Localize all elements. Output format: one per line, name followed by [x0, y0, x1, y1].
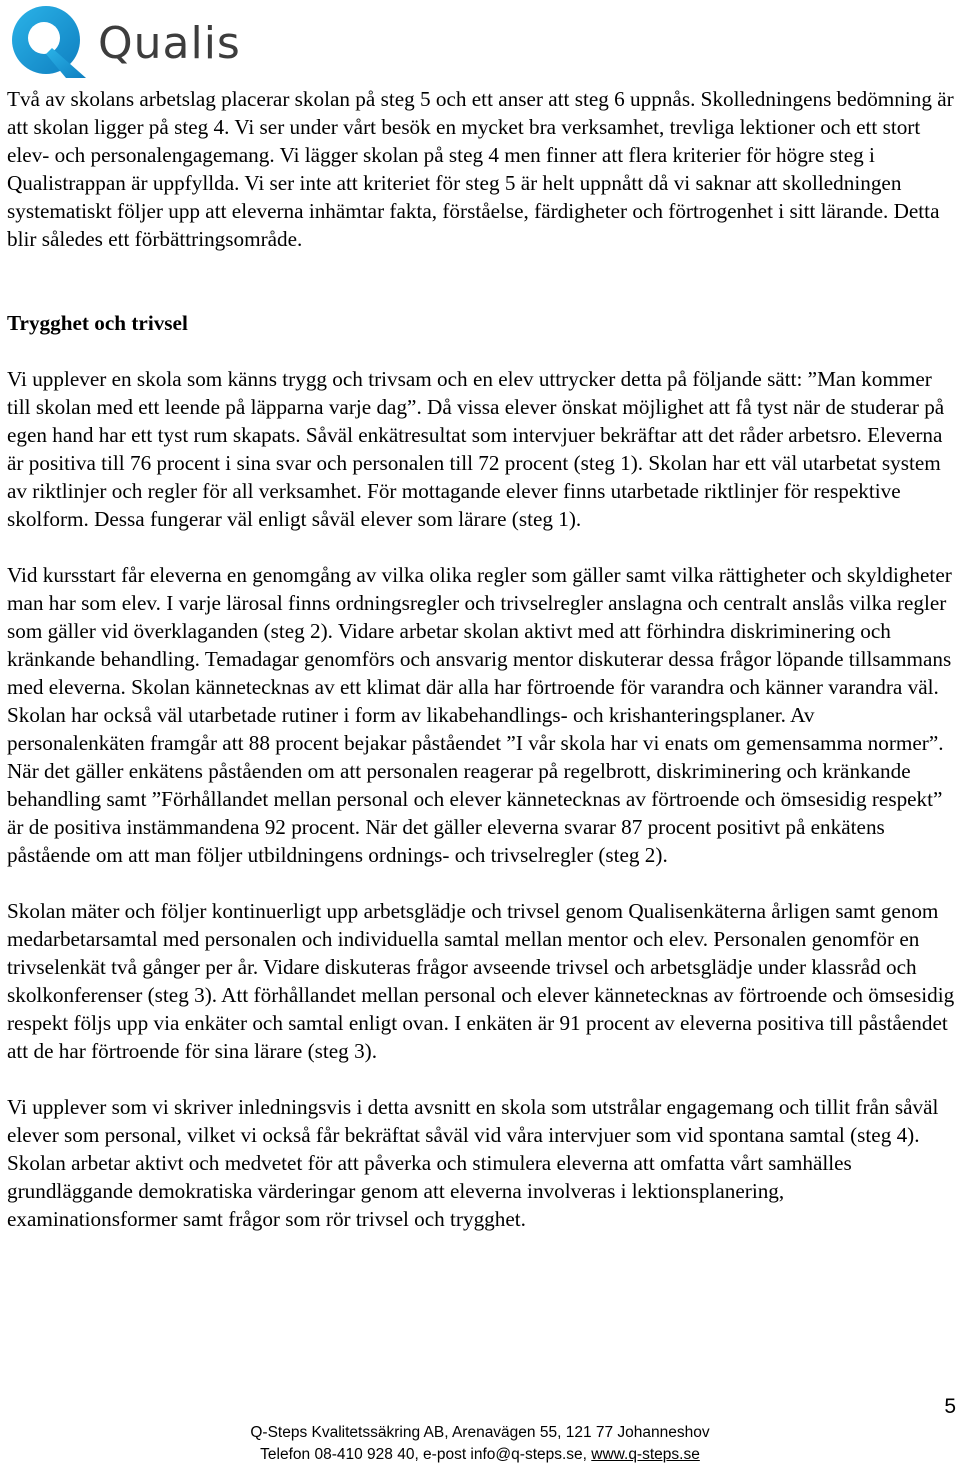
qualis-wordmark: Qualis	[98, 18, 241, 69]
footer-contact-text: Telefon 08-410 928 40, e-post info@q-steps.se,	[260, 1446, 592, 1463]
document-body	[7, 85, 957, 1233]
qualis-logo	[6, 4, 241, 80]
footer-contact	[0, 1444, 960, 1466]
footer-address: Q-Steps Kvalitetssäkring AB, Arenavägen 55, 121 77 Johanneshov	[250, 1424, 710, 1441]
section-heading: Trygghet och trivsel	[7, 311, 188, 335]
paragraph-engagement: Vi upplever som vi skriver inledningsvis i detta avsnitt en skola som utstrålar engagemang och tillit från såväl elever som personal, vilket vi också får bekräftat såväl vid våra intervjuer som vid spontana samtal (steg 4). Skolan arbetar aktivt och medvetet för att påverka och stimulera eleverna att omfatta vårt samhälles grundläggande demokratiska värderingar genom att eleverna involveras i lektionsplanering, examinationsformer samt frågor som rör trivsel och trygghet.	[7, 1095, 939, 1231]
page-number: 5	[944, 1395, 956, 1418]
page-footer	[0, 1422, 960, 1466]
paragraph-followup: Skolan mäter och följer kontinuerligt upp arbetsglädje och trivsel genom Qualisenkäterna årligen samt genom medarbetarsamtal med personalen och individuella samtal mellan mentor och elev. Personalen genomför en trivselenkät två gånger per år. Vidare diskuteras frågor avseende trivsel och arbetsglädje under klassråd och skolkonferenser (steg 3). Att förhållandet mellan personal och elever kännetecknas av förtroende och ömsesidig respekt följs upp via enkäter och samtal enligt ovan. I enkäten är 91 procent av eleverna positiva till påståendet att de har förtroende för sina lärare (steg 3).	[7, 899, 955, 1063]
paragraph-rules: Vid kursstart får eleverna en genomgång av vilka olika regler som gäller samt vilka rättigheter och skyldigheter man har som elev. I varje lärosal finns ordningsregler och trivselregler anslagna och centralt anslås vilka regler som gäller vid överklaganden (steg 2). Vidare arbetar skolan aktivt med att förhindra diskriminering och kränkande behandling. Temadagar genomförs och ansvarig mentor diskuterar dessa frågor löpande tillsammans med eleverna. Skolan kännetecknas av ett klimat där alla har förtroende för varandra och känner varandra väl. Skolan har också väl utarbetade rutiner i form av likabehandlings- och krishanteringsplaner. Av personalenkäten framgår att 88 procent bejakar påståendet ”I vår skola har vi enats om gemensamma normer”. När det gäller enkätens påståenden om att personalen reagerar på regelbrott, diskriminering och kränkande behandling samt ”Förhållandet mellan personal och elever kännetecknas av förtroende och ömsesidig respekt” är de positiva instämmandena 92 procent. När det gäller eleverna svarar 87 procent positivt på enkätens påstående om att man följer utbildningens ordnings- och trivselregler (steg 2).	[7, 563, 952, 867]
footer-website-link[interactable]: www.q-steps.se	[591, 1446, 700, 1463]
paragraph-safety: Vi upplever en skola som känns trygg och trivsam och en elev uttrycker detta på följande sätt: ”Man kommer till skolan med ett leende på läpparna varje dag”. Då vissa elever önskat möjlighet att få tyst när de studerar på egen hand har ett tyst rum skapats. Såväl enkätresultat som intervjuer bekräftar att det råder arbetsro. Eleverna är positiva till 76 procent i sina svar och personalen till 72 procent (steg 1). Skolan har ett väl utarbetat system av riktlinjer och regler för all verksamhet. För mottagande elever finns utarbetade riktlinjer för respektive skolform. Dessa fungerar väl enligt såväl elever som lärare (steg 1).	[7, 367, 945, 531]
qualis-q-mark-icon	[6, 4, 90, 80]
paragraph-assessment: Två av skolans arbetslag placerar skolan på steg 5 och ett anser att steg 6 uppnås. Skolledningens bedömning är att skolan ligger på steg 4. Vi ser under vårt besök en mycket bra verksamhet, trevliga lektioner och ett stort elev- och personalengagemang. Vi lägger skolan på steg 4 men finner att flera kriterier för högre steg i Qualistrappan är uppfyllda. Vi ser inte att kriteriet för steg 5 är helt uppnått då vi saknar att skolledningen systematiskt följer upp att eleverna inhämtar fakta, förståelse, färdigheter och förtrogenhet i sitt lärande. Detta blir således ett förbättringsområde.	[7, 87, 954, 251]
